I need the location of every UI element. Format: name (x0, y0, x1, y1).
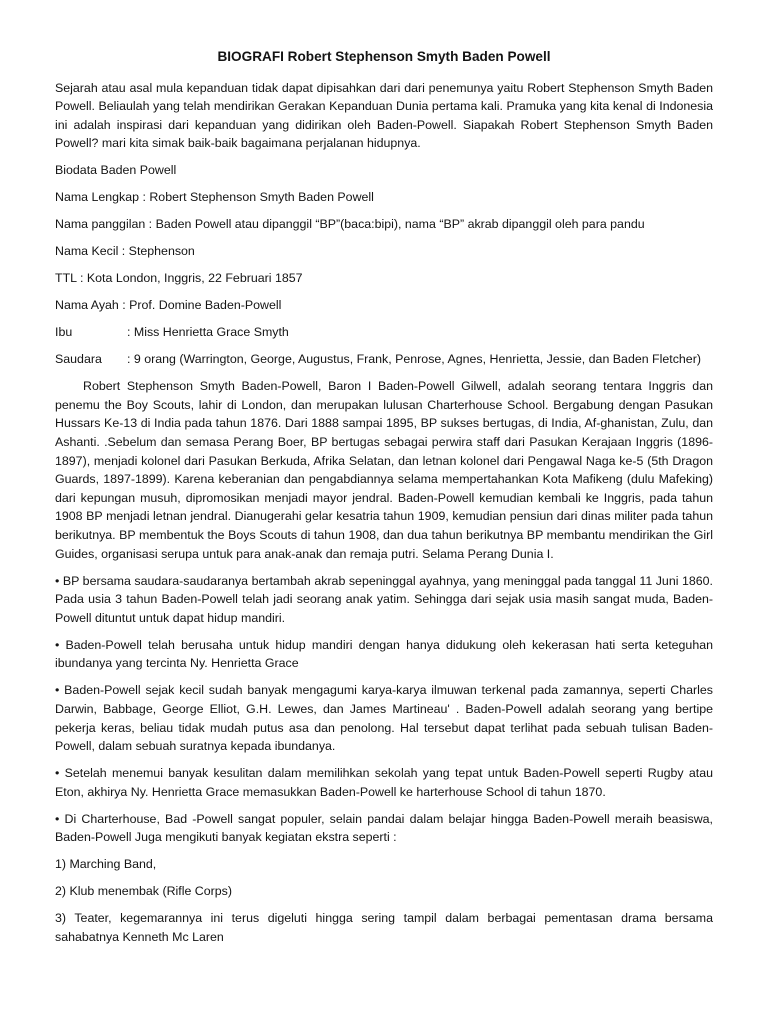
field-nama-panggilan: Nama panggilan : Baden Powell atau dipanggil “BP”(baca:bipi), nama “BP” akrab dipanggil oleh para pandu (55, 217, 645, 232)
bullet-item: • Setelah menemui banyak kesulitan dalam memilihkan sekolah yang tepat untuk Baden-Powell seperti Rugby atau Eton, akhirya Ny. Henrietta Grace memasukkan Baden-Powell ke harterhouse School di tahun 1870. (55, 766, 713, 799)
bullet-item: • Di Charterhouse, Bad -Powell sangat populer, selain pandai dalam belajar hingga Baden-Powell meraih beasiswa, Baden-Powell Juga mengikuti banyak kegiatan ekstra seperti : (55, 811, 713, 845)
field-nama-ayah: Nama Ayah : Prof. Domine Baden-Powell (55, 298, 282, 313)
field-ibu (55, 323, 713, 342)
activity-item: 2) Klub menembak (Rifle Corps) (55, 884, 232, 899)
bullet-item: • Baden-Powell sejak kecil sudah banyak mengagumi karya-karya ilmuwan terkenal pada zamannya, seperti Charles Darwin, Babbage, George Elliot, G.H. Lewes, dan James Martineau' . Baden-Powell adalah seorang yang bertipe pekerja keras, beliau tidak mudah putus asa dan penolong. Hal tersebut dapat terlihat pada sebuah tulisan Baden-Powell, dalam sebuah suratnya kepada ibundanya. (55, 683, 713, 754)
biodata-heading: Biodata Baden Powell (55, 163, 177, 178)
page-title: BIOGRAFI Robert Stephenson Smyth Baden Powell (217, 49, 551, 64)
field-saudara (55, 350, 713, 369)
field-saudara-label: Saudara (55, 352, 102, 367)
field-ttl: TTL : Kota London, Inggris, 22 Februari 1857 (55, 271, 303, 286)
bullet-item: • Baden-Powell telah berusaha untuk hidup mandiri dengan hanya didukung oleh kekerasan hati serta keteguhan ibundanya yang tercinta Ny. Henrietta Grace (55, 637, 713, 671)
field-nama-lengkap: Nama Lengkap : Robert Stephenson Smyth Baden Powell (55, 190, 374, 205)
bullet-item: • BP bersama saudara-saudaranya bertambah akrab sepeninggal ayahnya, yang meninggal pada tanggal 11 Juni 1860. Pada usia 3 tahun Baden-Powell telah jadi seorang anak yatim. Sehingga dari sejak usia masih sangat muda, Baden-Powell dituntut untuk dapat hidup mandiri. (55, 573, 713, 625)
intro-paragraph: Sejarah atau asal mula kepanduan tidak dapat dipisahkan dari dari penemunya yaitu Robert Stephenson Smyth Baden Powell. Beliaulah yang telah mendirikan Gerakan Kepanduan Dunia pertama kali. Pramuka yang kita kenal di Indonesia ini adalah inspirasi dari kepanduan yang didirikan oleh Baden-Powell. Siapakah Robert Stephenson Smyth Baden Powell? mari kita simak baik-baik bagaimana perjalanan hidupnya. (55, 80, 713, 151)
activity-item: 1) Marching Band, (55, 857, 157, 872)
main-paragraph: Robert Stephenson Smyth Baden-Powell, Baron I Baden-Powell Gilwell, adalah seorang tentara Inggris dan penemu the Boy Scouts, lahir di London, dan merupakan lulusan Charterhouse School. Bergabung dengan Pasukan Hussars Ke-13 di India pada tahun 1876. Dari 1888 sampai 1895, BP sukses bertugas, di India, Af-ghanistan, Zulu, dan Ashanti. .Sebelum dan semasa Perang Boer, BP bertugas sebagai perwira staff dari Pasukan Kerajaan Inggris (1896-1897), menjadi kolonel dari Pasukan Berkuda, Afrika Selatan, dan letnan kolonel dari Pengawal Naga ke-5 (5th Dragon Guards, 1897-1899). Karena keberanian dan pengabdiannya selama mempertahankan Kota Mafikeng (dulu Mafeking) dari kepungan musuh, dipromosikan menjadi mayor jendral. Baden-Powell kemudian kembali ke Inggris, pada tahun 1908 BP menjadi letnan jendral. Dianugerahi gelar kesatria tahun 1909, kemudian pensiun dari dinas militer pada tahun berikutnya. BP membentuk the Boys Scouts di tahun 1908, dan dua tahun berikutnya BP membantu mendirikan the Girl Guides, organisasi serupa untuk para anak-anak dan remaja putri. Selama Perang Dunia I. (55, 379, 713, 561)
field-ibu-label: Ibu (55, 325, 73, 340)
field-saudara-value: : 9 orang (Warrington, George, Augustus, Frank, Penrose, Agnes, Henrietta, Jessie, dan Baden Fletcher) (127, 352, 701, 367)
field-ibu-value: : Miss Henrietta Grace Smyth (127, 325, 289, 340)
field-nama-kecil: Nama Kecil : Stephenson (55, 244, 195, 259)
activity-item: 3) Teater, kegemarannya ini terus digeluti hingga sering tampil dalam berbagai pementasan drama bersama sahabatnya Kenneth Mc Laren (55, 911, 713, 944)
